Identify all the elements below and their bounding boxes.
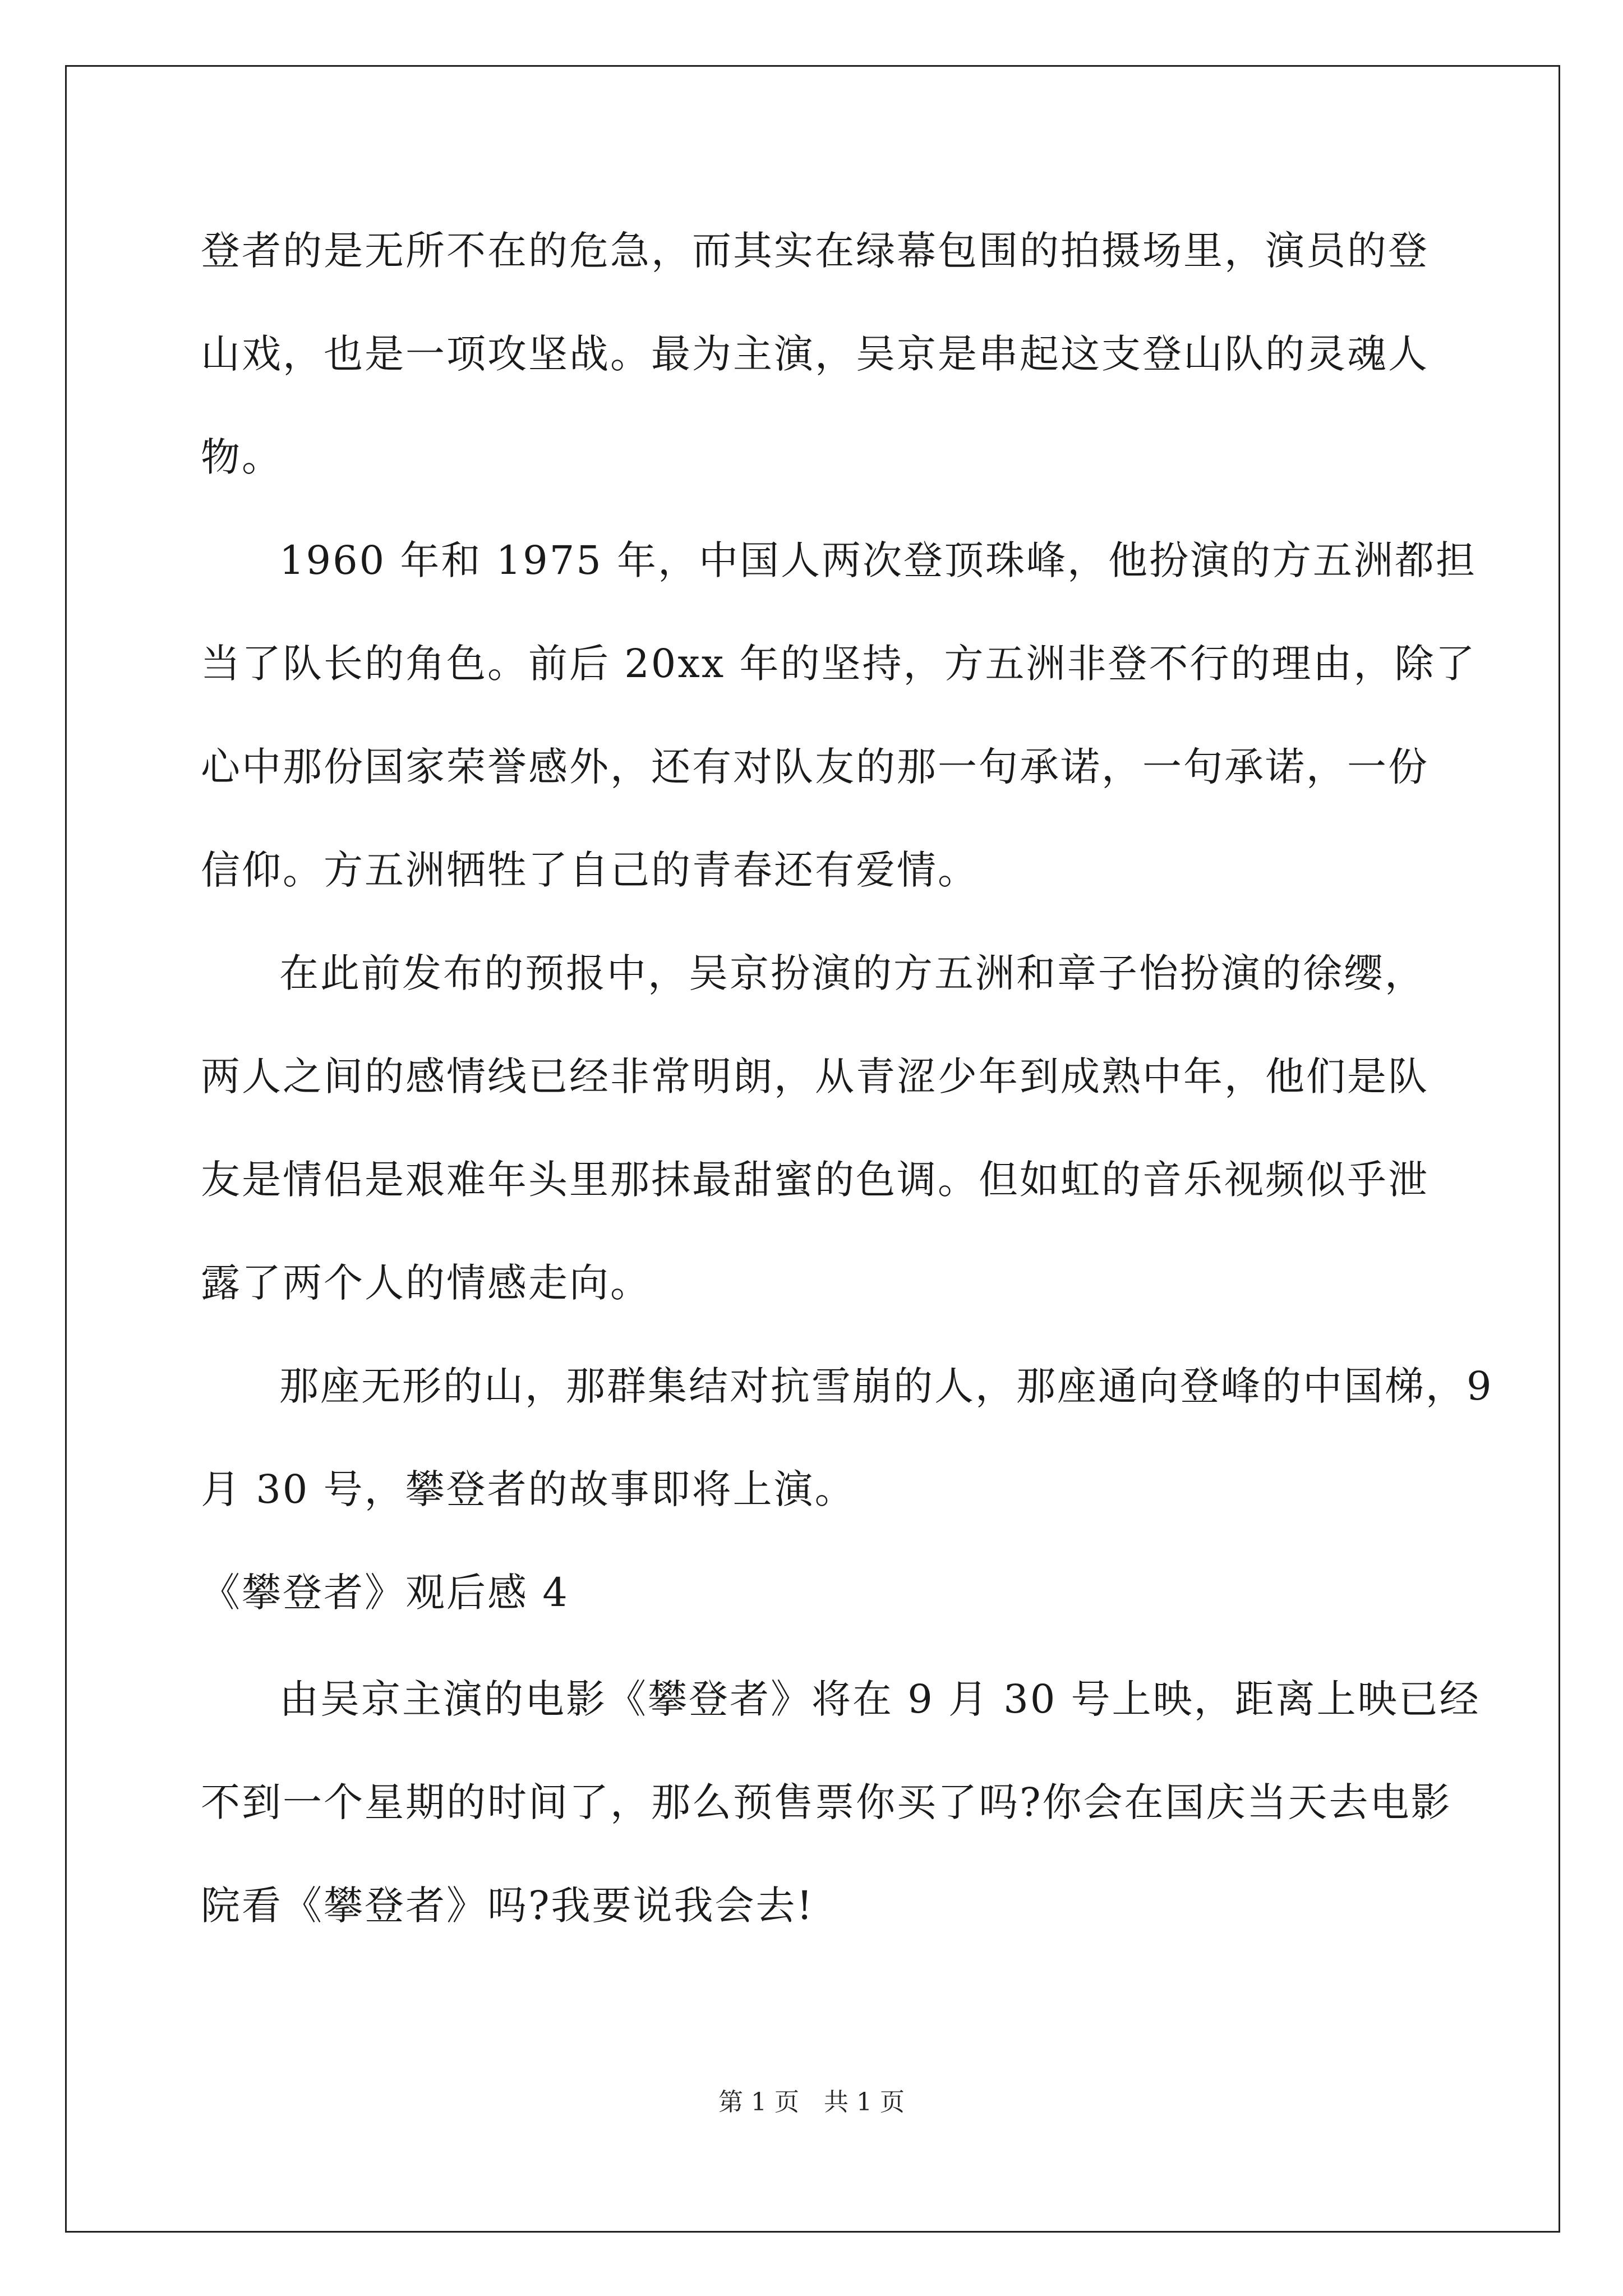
- text-line: 院看《攀登者》吗?我要说我会去!: [201, 1883, 814, 1929]
- text-line: 露了两个人的情感走向。: [201, 1260, 651, 1306]
- page-total: 共 1 页: [824, 2088, 905, 2116]
- section-heading: 《攀登者》观后感 4: [201, 1570, 569, 1616]
- text-line: 那座无形的山，那群集结对抗雪崩的人，那座通向登峰的中国梯，9: [279, 1363, 1493, 1409]
- text-line: 当了队长的角色。前后 20xx 年的坚持，方五洲非登不行的理由，除了: [201, 641, 1477, 687]
- text-line: 友是情侣是艰难年头里那抹最甜蜜的色调。但如虹的音乐视频似乎泄: [201, 1157, 1429, 1203]
- document-body: [201, 209, 1493, 1967]
- page-number: 第 1 页: [718, 2088, 799, 2116]
- text-line: 在此前发布的预报中，吴京扮演的方五洲和章子怡扮演的徐缨，: [279, 950, 1426, 996]
- text-line: 两人之间的感情线已经非常明朗，从青涩少年到成熟中年，他们是队: [201, 1053, 1429, 1099]
- text-line: 不到一个星期的时间了，那么预售票你买了吗?你会在国庆当天去电影: [201, 1779, 1452, 1825]
- text-line: 登者的是无所不在的危急，而其实在绿幕包围的拍摄场里，演员的登: [201, 228, 1429, 274]
- page-footer: [0, 2086, 1623, 2119]
- text-line: 信仰。方五洲牺牲了自己的青春还有爱情。: [201, 847, 979, 893]
- text-line: 月 30 号，攀登者的故事即将上演。: [201, 1466, 856, 1512]
- text-line: 由吴京主演的电影《攀登者》将在 9 月 30 号上映，距离上映已经: [279, 1676, 1481, 1722]
- text-line: 心中那份国家荣誉感外，还有对队友的那一句承诺，一句承诺，一份: [201, 744, 1429, 790]
- text-line: 物。: [201, 434, 283, 480]
- text-line: 1960 年和 1975 年，中国人两次登顶珠峰，他扮演的方五洲都担: [279, 537, 1477, 583]
- text-line: 山戏，也是一项攻坚战。最为主演，吴京是串起这支登山队的灵魂人: [201, 331, 1429, 377]
